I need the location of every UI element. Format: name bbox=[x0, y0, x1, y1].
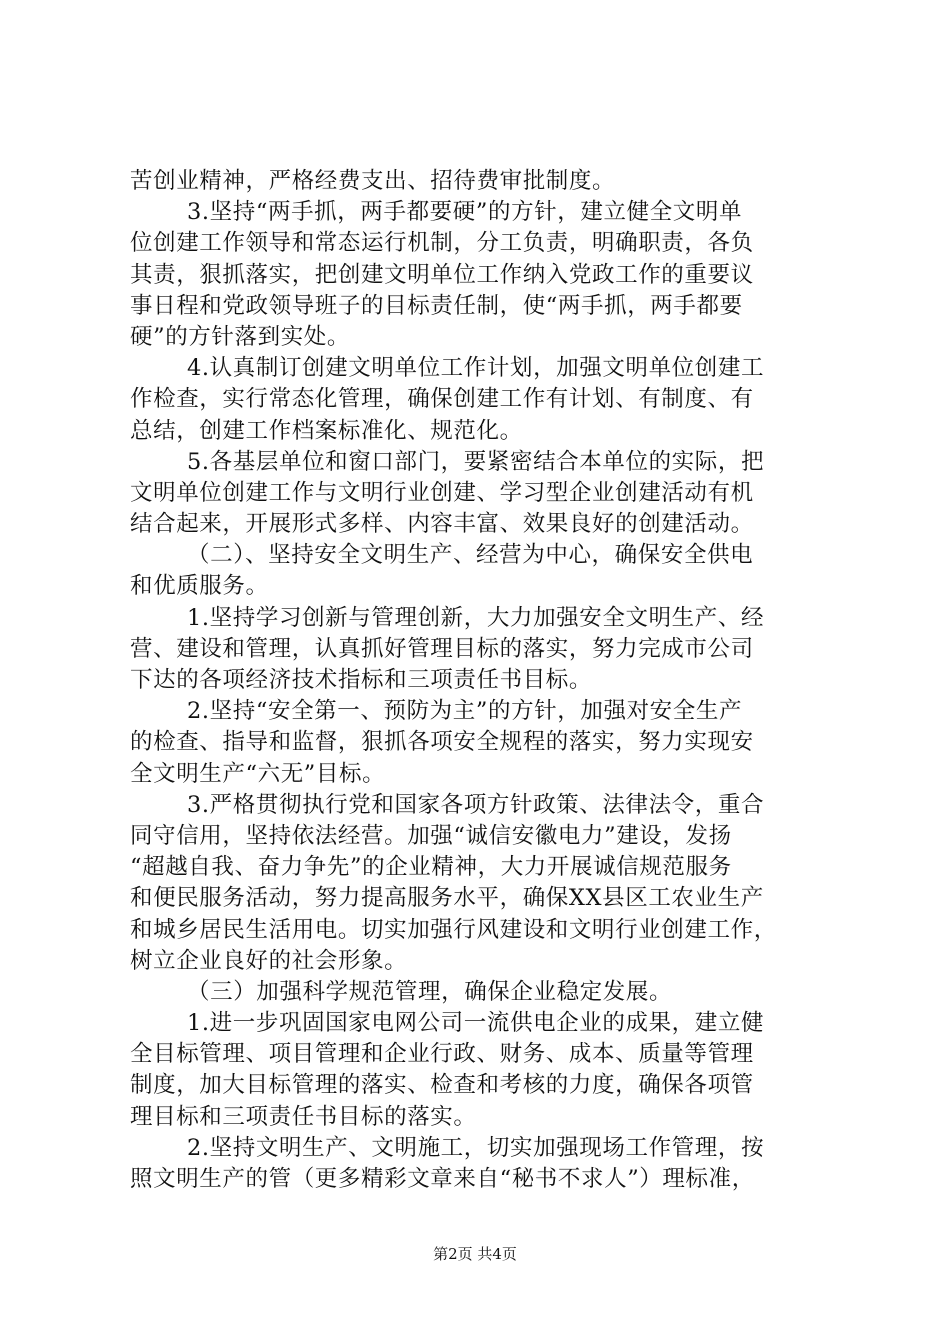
text-line: 5.各基层单位和窗口部门，要紧密结合本单位的实际，把 bbox=[187, 448, 765, 475]
text-line: 1.坚持学习创新与管理创新，大力加强安全文明生产、经 bbox=[187, 604, 765, 631]
text-line: 和城乡居民生活用电。切实加强行风建设和文明行业创建工作， bbox=[130, 916, 777, 943]
text-line: 硬”的方针落到实处。 bbox=[130, 323, 351, 350]
text-line: 位创建工作领导和常态运行机制，分工负责，明确职责，各负 bbox=[130, 230, 754, 257]
text-line: 3.严格贯彻执行党和国家各项方针政策、法律法令，重合 bbox=[187, 791, 765, 818]
text-line: 苦创业精神，严格经费支出、招待费审批制度。 bbox=[130, 168, 616, 194]
text-line: 2.坚持文明生产、文明施工，切实加强现场工作管理，按 bbox=[187, 1134, 765, 1161]
text-line: 作检查，实行常态化管理，确保创建工作有计划、有制度、有 bbox=[130, 386, 754, 413]
text-line: 全文明生产“六无”目标。 bbox=[130, 760, 386, 787]
text-line: 同守信用，坚持依法经营。加强“诚信安徽电力”建设，发扬 bbox=[130, 822, 732, 849]
text-line: 照文明生产的管（更多精彩文章来自“秘书不求人”）理标准， bbox=[130, 1166, 755, 1192]
text-line: 全目标管理、项目管理和企业行政、财务、成本、质量等管理 bbox=[130, 1041, 754, 1068]
text-line: 事日程和党政领导班子的目标责任制，使“两手抓，两手都要 bbox=[130, 292, 743, 319]
text-line: 和便民服务活动，努力提高服务水平，确保XX县区工农业生产 bbox=[130, 885, 764, 912]
text-line: 和优质服务。 bbox=[130, 573, 269, 600]
document-body bbox=[130, 166, 830, 1195]
text-line: 1.进一步巩固国家电网公司一流供电企业的成果，建立健 bbox=[187, 1010, 765, 1037]
text-line: 理目标和三项责任书目标的落实。 bbox=[130, 1103, 477, 1130]
text-line: 结合起来，开展形式多样、内容丰富、效果良好的创建活动。 bbox=[130, 511, 754, 538]
text-line: （三）加强科学规范管理，确保企业稳定发展。 bbox=[187, 978, 673, 1005]
text-line: 文明单位创建工作与文明行业创建、学习型企业创建活动有机 bbox=[130, 479, 754, 506]
text-line: 营、建设和管理，认真抓好管理目标的落实，努力完成市公司 bbox=[130, 635, 754, 662]
text-line: “超越自我、奋力争先”的企业精神，大力开展诚信规范服务 bbox=[130, 854, 732, 881]
text-line: 的检查、指导和监督，狠抓各项安全规程的落实，努力实现安 bbox=[130, 729, 754, 756]
text-line: 制度，加大目标管理的落实、检查和考核的力度，确保各项管 bbox=[130, 1072, 754, 1099]
text-line: 3.坚持“两手抓，两手都要硬”的方针，建立健全文明单 bbox=[187, 199, 743, 226]
text-line: 其责，狠抓落实，把创建文明单位工作纳入党政工作的重要议 bbox=[130, 261, 754, 288]
text-line: 4.认真制订创建文明单位工作计划，加强文明单位创建工 bbox=[187, 355, 765, 382]
text-line: 下达的各项经济技术指标和三项责任书目标。 bbox=[130, 667, 593, 693]
page-number: 第2页 共4页 bbox=[433, 1245, 517, 1263]
text-line: 树立企业良好的社会形象。 bbox=[130, 947, 408, 974]
text-line: 总结，创建工作档案标准化、规范化。 bbox=[130, 417, 523, 444]
text-line: 2.坚持“安全第一、预防为主”的方针，加强对安全生产 bbox=[187, 698, 743, 725]
text-line: （二）、坚持安全文明生产、经营为中心，确保安全供电 bbox=[187, 542, 754, 569]
